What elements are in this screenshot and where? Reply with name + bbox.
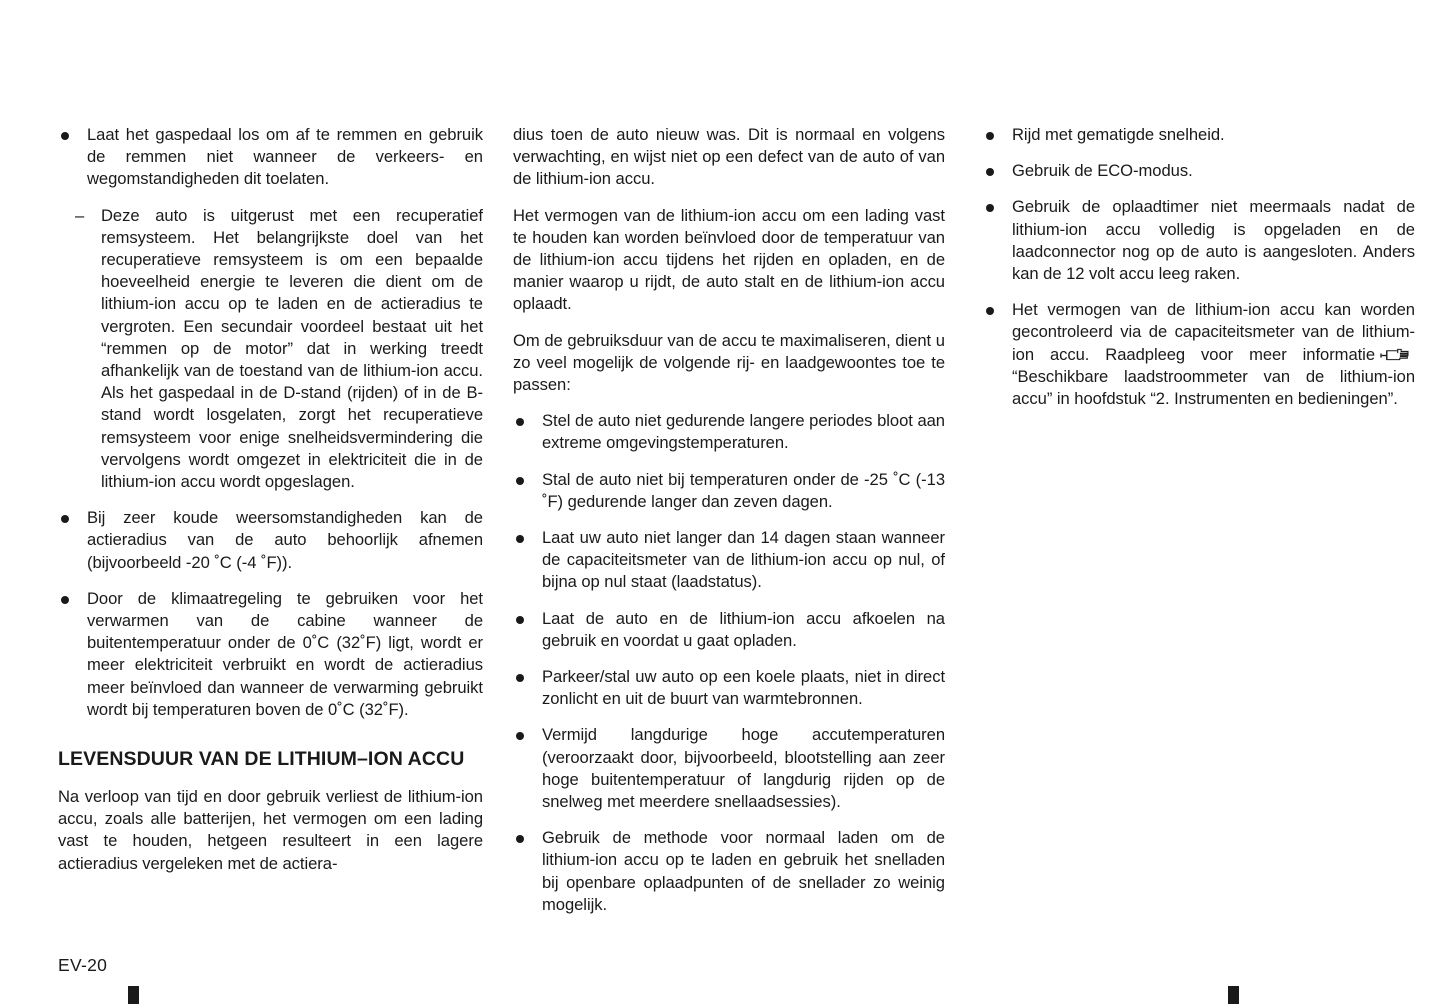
bullet-dot-icon [516, 616, 524, 624]
list-item-text: Stal de auto niet bij temperaturen onder de -25 ˚C (-13 ˚F) gedurende langer dan zeven dagen. [542, 469, 945, 511]
bullet-dot-icon [516, 835, 524, 843]
list-item [513, 608, 945, 652]
sub-list-item [58, 205, 483, 494]
bullet-dot-icon [986, 168, 994, 176]
pointing-hand-reference-icon [1380, 347, 1410, 362]
list-item-text: Gebruik de ECO-modus. [1012, 161, 1193, 181]
list-item-text-before-reference: Het vermogen van de lithium-ion accu kan worden gecontroleerd via de capaciteitsmeter van de lithium-ion accu. Raadpleeg voor meer informatie [1012, 300, 1415, 364]
bullet-dot-icon [61, 515, 69, 523]
bullet-dot-icon [986, 307, 994, 315]
list-item-text-after-reference: “Beschikbare laadstroommeter van de lithium-ion accu” in hoofdstuk “2. Instrumenten en bedieningen”. [1012, 366, 1415, 409]
list-item-text: Laat het gaspedaal los om af te remmen en gebruik de remmen niet wanneer de verkeers- en wegomstandigheden dit toelaten. [87, 125, 483, 189]
list-item-with-reference [983, 299, 1415, 410]
page-number: EV-20 [58, 955, 108, 975]
list-item [983, 196, 1415, 285]
bullet-dot-icon [516, 418, 524, 426]
list-item-text: Stel de auto niet gedurende langere periodes bloot aan extreme omgevingstemperaturen. [542, 411, 945, 453]
column-left [58, 124, 483, 930]
list-item [513, 666, 945, 710]
list-item-text: Bij zeer koude weersomstandigheden kan de actieradius van de auto behoorlijk afnemen (bijvoorbeeld -20 ˚C (-4 ˚F)). [87, 508, 483, 572]
list-item [513, 469, 945, 513]
body-paragraph: dius toen de auto nieuw was. Dit is normaal en volgens verwachting, en wijst niet op een defect van de auto of van de lithium-ion accu. [513, 125, 945, 189]
list-item [513, 527, 945, 594]
column-middle [513, 124, 945, 930]
column-right [983, 124, 1415, 930]
list-item-text: Laat de auto en de lithium-ion accu afkoelen na gebruik en voordat u gaat opladen. [542, 608, 945, 650]
bullet-dot-icon [61, 596, 69, 604]
dash-marker-icon: – [75, 205, 85, 225]
list-item-text: Gebruik de oplaadtimer niet meermaals nadat de lithium-ion accu volledig is opgeladen en de laadconnector nog op de auto is aangesloten. Anders kan de 12 volt accu leeg raken. [1012, 197, 1415, 284]
bullet-dot-icon [986, 132, 994, 140]
list-item [58, 124, 483, 191]
list-item [58, 588, 483, 721]
body-paragraph: Om de gebruiksduur van de accu te maximaliseren, dient u zo veel mogelijk de volgende rij- en laadgewoontes toe te passen: [513, 330, 945, 395]
bullet-dot-icon [516, 674, 524, 682]
bullet-dot-icon [61, 132, 69, 140]
list-item-text: Gebruik de methode voor normaal laden om de lithium-ion accu op te laden en gebruik het snelladen bij openbare oplaadpunten of de snellader zo weinig mogelijk. [542, 828, 945, 914]
crop-mark-left [128, 986, 139, 1004]
sub-list [58, 205, 483, 494]
list-item [58, 507, 483, 574]
sub-list-item-text: Deze auto is uitgerust met een recuperatief remsysteem. Het belangrijkste doel van het recuperatieve remsysteem is om een bepaalde hoeveelheid energie te leveren die dient om de lithium-ion accu op te laden en de actieradius te vergroten. Een secundair voordeel bestaat uit het “remmen op de motor” dat in werking treedt afhankelijk van de toestand van de lithium-ion accu. Als het gaspedaal in de D-stand (rijden) of in de B-stand wordt losgelaten, zorgt het recuperatieve remsysteem voor enige snelheidsvermindering die vervolgens wordt omgezet in elektriciteit die in de lithium-ion accu wordt opgeslagen. [101, 205, 483, 492]
list-item [513, 410, 945, 454]
list-item-text: Vermijd langdurige hoge accutemperaturen (veroorzaakt door, bijvoorbeeld, blootstelling aan zeer hoge buitentemperatuur of langdurig rijden op de snelweg met meerdere snellaadsessies). [542, 725, 945, 812]
bullet-dot-icon [516, 732, 524, 740]
bullet-dot-icon [516, 477, 524, 485]
list-item-text: Door de klimaatregeling te gebruiken voor het verwarmen van de cabine wanneer de buitentemperatuur onder de 0˚C (32˚F) ligt, wordt er meer elektriciteit verbruikt en wordt de actieradius meer beïnvloed dan wanneer de verwarming gebruikt wordt bij temperaturen boven de 0˚C (32˚F). [87, 588, 483, 719]
bullet-dot-icon [516, 535, 524, 543]
list-item-text: Rijd met gematigde snelheid. [1012, 125, 1225, 144]
body-paragraph: Het vermogen van de lithium-ion accu om een lading vast te houden kan worden beïnvloed door de temperatuur van de lithium-ion accu tijdens het rijden en opladen, en de manier waarop u rijdt, de auto stalt en de lithium-ion accu oplaadt. [513, 205, 945, 314]
crop-mark-right [1228, 986, 1239, 1004]
page-columns [0, 124, 1445, 930]
body-paragraph: Na verloop van tijd en door gebruik verliest de lithium-ion accu, zoals alle batterijen, het vermogen om een lading vast te houden, hetgeen resulteert in een lagere actieradius vergeleken met de actiera- [58, 787, 483, 873]
list-item-text: Parkeer/stal uw auto op een koele plaats, niet in direct zonlicht en uit de buurt van warmtebronnen. [542, 667, 945, 709]
list-item [983, 124, 1415, 146]
section-heading: LEVENSDUUR VAN DE LITHIUM–ION ACCU [58, 748, 465, 771]
list-item [513, 724, 945, 813]
list-item [983, 160, 1415, 182]
bullet-dot-icon [986, 204, 994, 212]
list-item-text: Laat uw auto niet langer dan 14 dagen staan wanneer de capaciteitsmeter van de lithium-ion accu op nul, of bijna op nul staat (laadstatus). [542, 528, 945, 592]
list-item [513, 827, 945, 916]
